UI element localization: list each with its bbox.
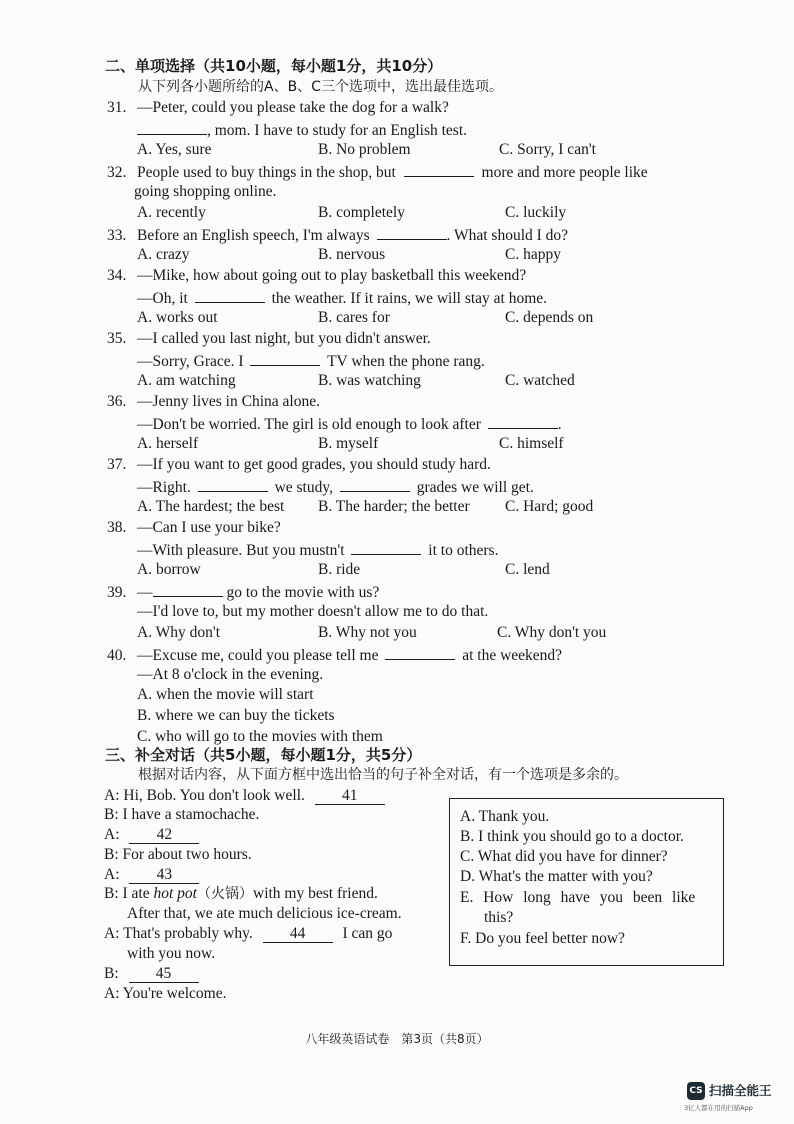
question-number: 34.	[107, 267, 127, 284]
question-stem: —Excuse me, could you please tell me	[137, 647, 379, 664]
option-a[interactable]: A. works out	[137, 309, 218, 326]
question-stem: —Right.	[137, 479, 191, 496]
dialogue-text: A: That's probably why.	[104, 925, 253, 942]
question-number: 37.	[107, 456, 127, 473]
question-stem: TV when the phone rang.	[327, 353, 485, 370]
question-38	[107, 519, 281, 537]
answer-blank-41[interactable]: 41	[315, 788, 385, 805]
option-c[interactable]: C. happy	[505, 246, 561, 263]
answer-blank-43[interactable]: 43	[129, 867, 199, 884]
dialogue-line-3	[104, 826, 199, 844]
answer-blank-44[interactable]: 44	[263, 926, 333, 943]
question-stem: the weather. If it rains, we will stay at home.	[271, 290, 548, 307]
box-option-a[interactable]: A. Thank you.	[460, 808, 550, 825]
answer-blank[interactable]	[198, 477, 268, 492]
camscanner-logo-icon: CS	[687, 1082, 705, 1100]
answer-blank-42[interactable]: 42	[129, 827, 199, 844]
dialogue-line-2: B: I have a stamochache.	[104, 806, 260, 823]
question-number: 31.	[107, 99, 127, 116]
question-stem: it to others.	[428, 542, 499, 559]
question-stem: . What should I do?	[446, 227, 569, 244]
question-39	[107, 582, 379, 602]
answer-blank-45[interactable]: 45	[129, 966, 199, 983]
box-option-b[interactable]: B. I think you should go to a doctor.	[460, 828, 684, 845]
question-stem: .	[557, 416, 562, 433]
answer-blank[interactable]	[377, 225, 447, 240]
answer-blank[interactable]	[351, 540, 421, 555]
question-37-line-2	[137, 477, 534, 497]
question-33	[107, 225, 568, 245]
dialogue-line-8	[104, 925, 392, 943]
dialogue-line-10	[104, 965, 199, 983]
dialogue-text: A: Hi, Bob. You don't look well.	[104, 787, 305, 804]
option-c[interactable]: C. depends on	[505, 309, 594, 326]
question-stem: —Sorry, Grace. I	[137, 353, 244, 370]
question-stem: —If you want to get good grades, you should study hard.	[137, 456, 491, 473]
option-a[interactable]: A. borrow	[137, 561, 201, 578]
section-3-title: 三、补全对话（共5小题，每小题1分，共5分）	[105, 746, 422, 764]
option-c[interactable]: C. Hard; good	[505, 498, 594, 515]
option-a[interactable]: A. Why don't	[137, 624, 221, 641]
question-stem: we study,	[274, 479, 333, 496]
question-36-line-2	[137, 414, 562, 434]
option-b[interactable]: B. ride	[318, 561, 361, 578]
question-35-line-2	[137, 351, 485, 371]
watermark-name: 扫描全能王	[709, 1083, 772, 1098]
option-c[interactable]: C. luckily	[505, 204, 567, 221]
option-c[interactable]: C. Sorry, I can't	[499, 141, 596, 158]
answer-blank[interactable]	[385, 645, 455, 660]
question-number: 35.	[107, 330, 127, 347]
question-stem: more and more people like	[481, 164, 648, 181]
option-b[interactable]: B. nervous	[318, 246, 386, 263]
question-number: 32.	[107, 164, 127, 181]
question-number: 40.	[107, 647, 127, 664]
question-stem: —Peter, could you please take the dog for a walk?	[137, 99, 449, 116]
box-option-d[interactable]: D. What's the matter with you?	[460, 868, 653, 885]
watermark-subtitle: 3亿人都在用的扫描App	[684, 1104, 753, 1112]
dialogue-text: B: I ate	[104, 885, 150, 902]
dialogue-line-9: with you now.	[127, 945, 216, 962]
dialogue-text: B:	[104, 965, 119, 982]
option-c[interactable]: C. who will go to the movies with them	[137, 728, 383, 745]
option-b[interactable]: B. myself	[318, 435, 379, 452]
question-stem: grades we will get.	[416, 479, 534, 496]
question-stem: —Can I use your bike?	[137, 519, 281, 536]
box-option-e-cont: this?	[484, 909, 514, 926]
answer-blank[interactable]	[404, 162, 474, 177]
question-35	[107, 330, 431, 348]
option-a[interactable]: A. crazy	[137, 246, 190, 263]
answer-blank[interactable]	[488, 414, 558, 429]
question-34	[107, 267, 526, 285]
answer-blank[interactable]	[195, 288, 265, 303]
dialogue-text: A:	[104, 866, 120, 883]
question-31-line-2	[137, 120, 467, 140]
dialogue-line-7: After that, we ate much delicious ice-cream.	[127, 905, 402, 922]
question-stem: , mom. I have to study for an English test.	[207, 122, 468, 139]
dialogue-line-6	[104, 885, 378, 903]
option-b[interactable]: B. The harder; the better	[318, 498, 470, 515]
question-stem: —Mike, how about going out to play basketball this weekend?	[137, 267, 527, 284]
answer-blank[interactable]	[250, 351, 320, 366]
question-number: 38.	[107, 519, 127, 536]
dialogue-text: A:	[104, 826, 120, 843]
question-stem: at the weekend?	[462, 647, 563, 664]
question-stem: go to the movie with us?	[226, 584, 380, 601]
question-number: 36.	[107, 393, 127, 410]
question-38-line-2	[137, 540, 498, 560]
option-b[interactable]: B. No problem	[318, 141, 411, 158]
option-a[interactable]: A. herself	[137, 435, 199, 452]
question-40-line-2: —At 8 o'clock in the evening.	[137, 666, 324, 683]
answer-blank[interactable]	[137, 120, 207, 135]
option-a[interactable]: A. Yes, sure	[137, 141, 212, 158]
question-31	[107, 99, 449, 117]
question-32	[107, 162, 648, 182]
question-stem: People used to buy things in the shop, but	[137, 164, 396, 181]
option-b[interactable]: B. completely	[318, 204, 405, 221]
question-stem: —With pleasure. But you mustn't	[137, 542, 345, 559]
answer-blank[interactable]	[153, 582, 223, 597]
options-box	[449, 798, 724, 966]
box-option-f[interactable]: F. Do you feel better now?	[460, 930, 625, 947]
question-stem: —Jenny lives in China alone.	[137, 393, 320, 410]
dialogue-line-1	[104, 787, 385, 805]
page-footer: 八年级英语试卷 第3页（共8页）	[305, 1032, 489, 1046]
question-36	[107, 393, 320, 411]
question-37	[107, 456, 491, 474]
question-stem: —	[137, 584, 153, 601]
dialogue-text: with my best friend.	[253, 885, 378, 902]
answer-blank[interactable]	[340, 477, 410, 492]
dialogue-cn-note: （火锅）	[197, 886, 253, 902]
question-32-line-2: going shopping online.	[134, 183, 277, 200]
section-2-instruction: 从下列各小题所给的A、B、C三个选项中，选出最佳选项。	[138, 79, 503, 95]
question-stem: —Don't be worried. The girl is old enough to look after	[137, 416, 481, 433]
option-b[interactable]: B. cares for	[318, 309, 390, 326]
option-a[interactable]: A. am watching	[137, 372, 236, 389]
dialogue-italic: hot pot	[153, 885, 197, 902]
question-39-line-2: —I'd love to, but my mother doesn't allow me to do that.	[137, 603, 489, 620]
dialogue-line-4: B: For about two hours.	[104, 846, 252, 863]
question-number: 33.	[107, 227, 127, 244]
option-c[interactable]: C. lend	[505, 561, 550, 578]
question-34-line-2	[137, 288, 547, 308]
question-stem: —Oh, it	[137, 290, 188, 307]
option-c[interactable]: C. watched	[505, 372, 575, 389]
box-option-c[interactable]: C. What did you have for dinner?	[460, 848, 668, 865]
question-40	[107, 645, 562, 665]
section-3-instruction: 根据对话内容，从下面方框中选出恰当的句子补全对话，有一个选项是多余的。	[138, 767, 628, 783]
option-c[interactable]: C. himself	[499, 435, 564, 452]
dialogue-text: I can go	[342, 925, 393, 942]
dialogue-line-11: A: You're welcome.	[104, 985, 227, 1002]
question-stem: —I called you last night, but you didn't answer.	[137, 330, 431, 347]
option-a[interactable]: A. recently	[137, 204, 206, 221]
option-c[interactable]: C. Why don't you	[497, 624, 607, 641]
option-b[interactable]: B. where we can buy the tickets	[137, 707, 335, 724]
question-number: 39.	[107, 584, 127, 601]
section-2-title: 二、单项选择（共10小题，每小题1分，共10分）	[105, 57, 443, 75]
option-b[interactable]: B. Why not you	[318, 624, 417, 641]
box-option-e[interactable]: E. How long have you been like	[460, 889, 696, 906]
question-stem: Before an English speech, I'm always	[137, 227, 370, 244]
option-a[interactable]: A. when the movie will start	[137, 686, 314, 703]
option-b[interactable]: B. was watching	[318, 372, 421, 389]
option-a[interactable]: A. The hardest; the best	[137, 498, 285, 515]
dialogue-line-5	[104, 866, 199, 884]
